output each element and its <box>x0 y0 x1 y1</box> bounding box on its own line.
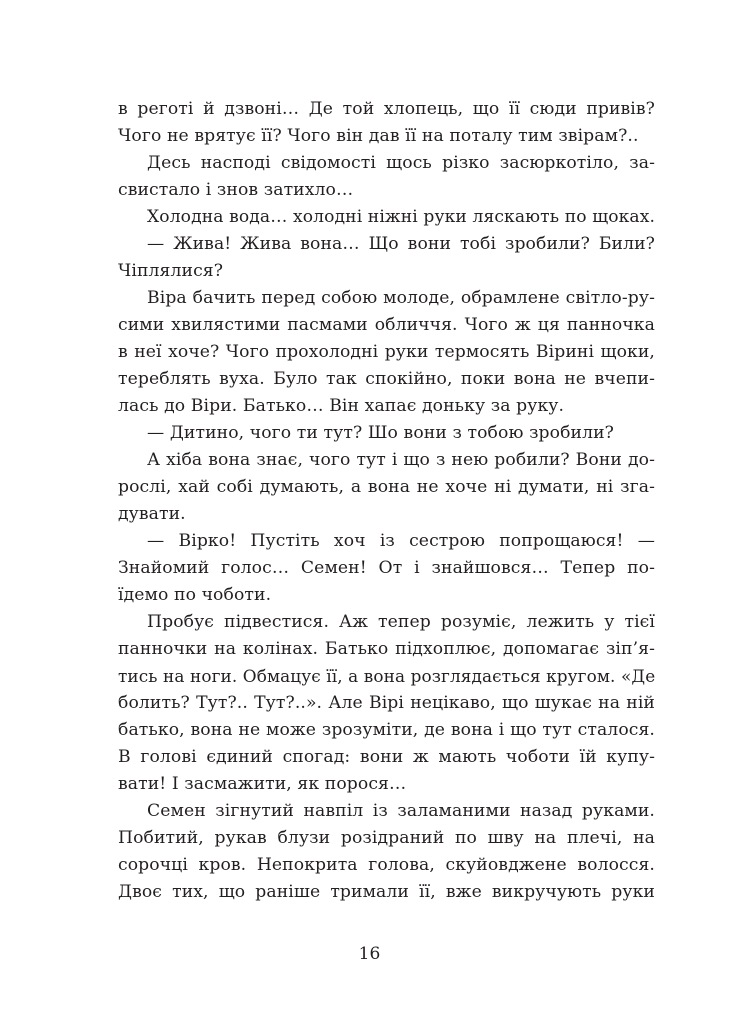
text-line: панночки на колінах. Батько підхоплює, допомагає зіп’я- <box>118 639 655 659</box>
page-body-text <box>118 96 655 906</box>
text-line: Десь насподі свідомості щось різко засюркотіло, за- <box>147 153 655 173</box>
text-line: Двоє тих, що раніше тримали її, вже викручують руки <box>118 882 655 902</box>
text-line: Чого не врятує її? Чого він дав її на поталу тим звірам?.. <box>118 126 639 146</box>
text-line: батько, вона не може зрозуміти, де вона і що тут сталося. <box>118 720 655 740</box>
text-line: Чіплялися? <box>118 261 224 281</box>
text-line: В голові єдиний спогад: вони ж мають чоботи їй купу- <box>118 747 655 767</box>
text-line: вати! І засмажити, як порося… <box>118 774 407 794</box>
text-line: болить? Тут?.. Тут?..». Але Вірі нецікаво, що шукає на ній <box>118 693 655 713</box>
text-line: сими хвилястими пасмами обличчя. Чого ж ця панночка <box>118 315 655 335</box>
text-line: дувати. <box>118 504 186 524</box>
text-line: їдемо по чоботи. <box>118 585 272 605</box>
text-line: Пробує підвестися. Аж тепер розуміє, лежить у тієї <box>147 612 655 632</box>
page-number: 16 <box>358 944 381 964</box>
text-line: — Дитино, чого ти тут? Шо вони з тобою зробили? <box>147 423 614 443</box>
text-line: в неї хоче? Чого прохолодні руки термосять Вірині щоки, <box>118 342 655 362</box>
text-line: Знайомий голос… Семен! От і знайшовся… Тепер по- <box>118 558 655 578</box>
text-line: Холодна вода… холодні ніжні руки ляскають по щоках. <box>147 207 656 227</box>
text-line: Побитий, рукав блузи розідраний по шву на плечі, на <box>118 828 655 848</box>
text-line: рослі, хай собі думають, а вона не хоче ні думати, ні зга- <box>118 477 655 497</box>
text-line: в реготі й дзвоні… Де той хлопець, що її сюди привів? <box>118 99 655 119</box>
text-line: — Вірко! Пустіть хоч із сестрою попрощаюся! — <box>147 531 655 551</box>
text-line: сорочці кров. Непокрита голова, скуйовджене волосся. <box>118 855 655 875</box>
text-line: лась до Віри. Батько… Він хапає доньку за руку. <box>118 396 565 416</box>
text-line: — Жива! Жива вона… Що вони тобі зробили? Били? <box>147 234 655 254</box>
text-line: тись на ноги. Обмацує її, а вона розглядається кругом. «Де <box>118 666 656 686</box>
text-line: тереблять вуха. Було так спокійно, поки вона не вчепи- <box>118 369 655 389</box>
text-line: А хіба вона знає, чого тут і що з нею робили? Вони до- <box>147 450 655 470</box>
text-line: свистало і знов затихло… <box>118 180 354 200</box>
text-line: Віра бачить перед собою молоде, обрамлене світло-ру- <box>147 288 655 308</box>
text-line: Семен зігнутий навпіл із заламаними назад руками. <box>147 801 655 821</box>
